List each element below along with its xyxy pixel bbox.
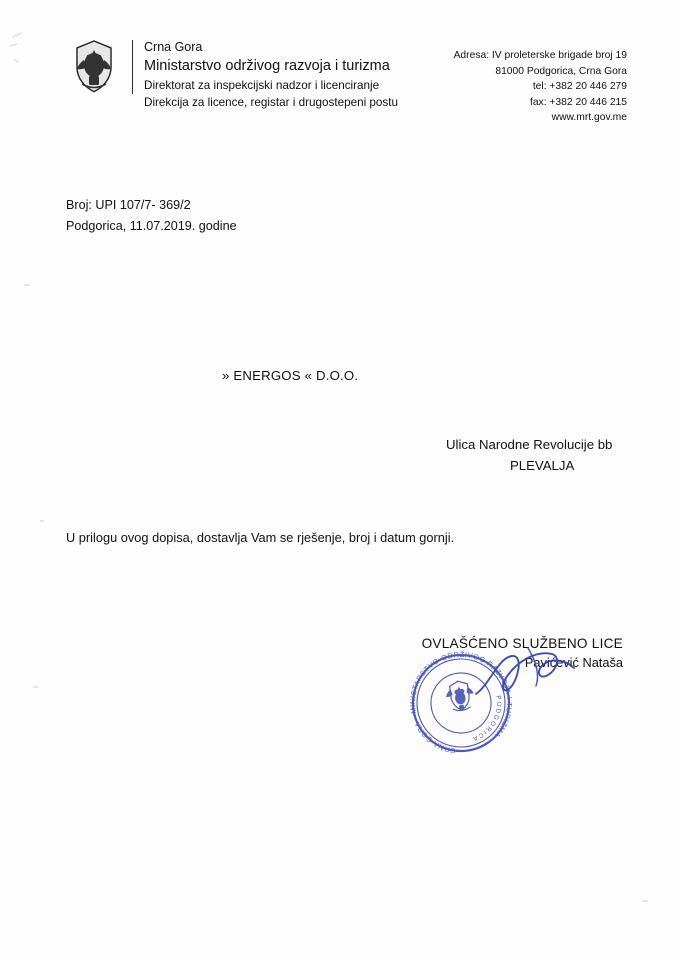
scan-speck xyxy=(14,59,19,63)
svg-text:CRNA GORA · MINISTARSTVO ODRŽI: CRNA GORA · MINISTARSTVO ODRŽIVOG RAZVOJA I TURIZMA xyxy=(407,649,515,756)
address-line: tel: +382 20 446 279 xyxy=(532,81,627,92)
signatory-title: OVLAŠĆENO SLUŽBENO LICE xyxy=(421,636,623,651)
scan-speck xyxy=(40,520,44,522)
recipient-city: PLEVALJA xyxy=(510,458,575,473)
reference-place-date: Podgorica, 11.07.2019. godine xyxy=(66,219,237,233)
address-line: Adresa: IV proleterske brigade broj 19 xyxy=(453,50,627,61)
signatory-name: Pavićević Nataša xyxy=(524,655,623,670)
reference-number: Broj: UPI 107/7- 369/2 xyxy=(66,198,191,212)
recipient-address xyxy=(446,434,612,476)
body-paragraph: U prilogu ovog dopisa, dostavlja Vam se rješenje, broj i datum gornji. xyxy=(66,530,455,545)
recipient-street: Ulica Narodne Revolucije bb xyxy=(446,437,613,452)
address-line: fax: +382 20 446 215 xyxy=(529,96,627,108)
coat-of-arms-icon xyxy=(68,38,120,96)
scan-speck xyxy=(33,686,38,688)
letterhead xyxy=(60,36,627,132)
svg-text:PODGORICA: PODGORICA xyxy=(470,695,503,743)
reference-block xyxy=(66,195,237,237)
official-stamp xyxy=(404,646,518,760)
ministry-name: Ministarstvo održivog razvoja i turizma xyxy=(144,58,390,74)
scan-speck xyxy=(10,43,17,47)
scan-speck xyxy=(642,900,648,902)
scan-speck xyxy=(24,284,30,286)
country-name: Crna Gora xyxy=(144,40,203,54)
address-line: 81000 Podgorica, Crna Gora xyxy=(495,65,627,77)
letterhead-divider xyxy=(132,40,133,94)
scan-speck xyxy=(12,32,22,38)
recipient-company: » ENERGOS « D.O.O. xyxy=(222,368,359,383)
division-name: Direkcija za licence, registar i drugostepeni postu xyxy=(144,96,399,109)
address-website: www.mrt.gov.me xyxy=(551,112,627,123)
letterhead-address xyxy=(454,48,627,126)
directorate-name: Direktorat za inspekcijski nadzor i licenciranje xyxy=(144,79,380,92)
organization-block xyxy=(144,38,474,111)
